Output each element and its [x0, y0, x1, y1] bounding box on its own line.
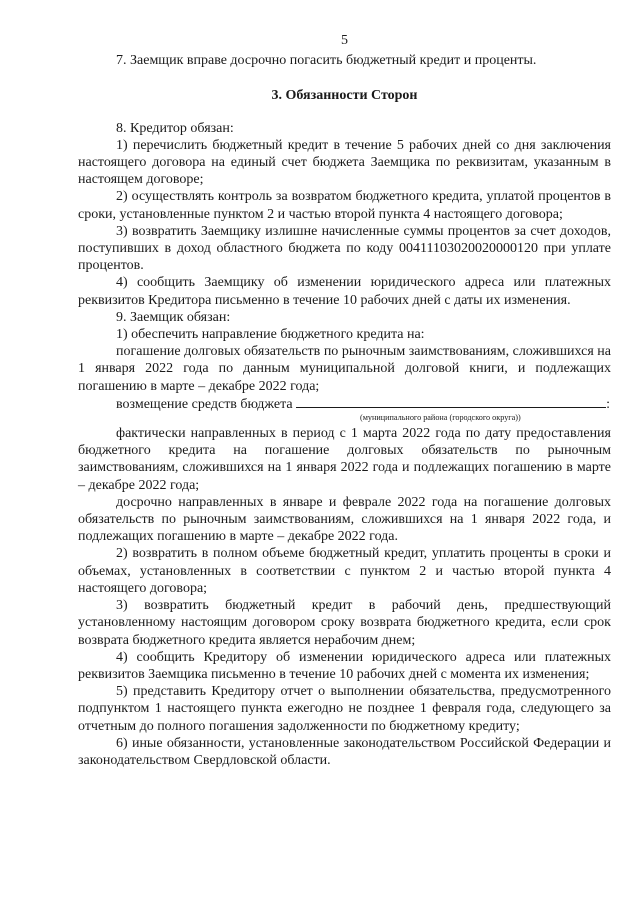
clause-8-2: 2) осуществлять контроль за возвратом бюджетного кредита, уплатой процентов в сроки, установленные пунктом 2 и частью второй пункта 4 настоящего договора; — [78, 189, 611, 222]
municipality-field-caption: (муниципального района (городского округа)) — [360, 413, 521, 423]
clause-8-3: 3) возвратить Заемщику излишне начисленные суммы процентов за счет доходов, поступивших в доход областного бюджета по коду 00411103020020000120 при уплате процентов. — [78, 223, 611, 274]
clause-9-5: 5) представить Кредитору отчет о выполнении обязательства, предусмотренного подпунктом 1 настоящего пункта ежегодно не позднее 1 февраля года, следующего за отчетным до полного погашения задолженности по бюджетному кредиту; — [78, 684, 611, 734]
clause-8-heading: 8. Кредитор обязан: — [116, 120, 234, 136]
municipality-blank-field[interactable] — [296, 395, 606, 408]
page-number: 5 — [341, 33, 348, 48]
clause-9-1: 1) обеспечить направление бюджетного кредита на: — [116, 327, 425, 343]
clause-9-3: 3) возвратить бюджетный кредит в рабочий день, предшествующий установленному настоящим договором сроку возврата бюджетного кредита, если срок возврата бюджетного кредита является нерабочим днем; — [78, 598, 611, 648]
clause-9-1-debt-repayment: погашение долговых обязательств по рыночным заимствованиям, сложившихся на 1 января 2022 года по данным муниципальной долговой книги, и подлежащих погашению в марте – декабре 2022 года; — [78, 344, 611, 394]
clause-9-1-early-directed: досрочно направленных в январе и феврале 2022 года на погашение долговых обязательств по рыночным заимствованиям, сложившихся на 1 января 2022 года, и подлежащих погашению в марте – декабре 2022 года. — [78, 494, 611, 545]
section-title: 3. Обязанности Сторон — [271, 88, 418, 104]
clause-7: 7. Заемщик вправе досрочно погасить бюджетный кредит и проценты. — [116, 53, 537, 69]
clause-9-2: 2) возвратить в полном объеме бюджетный кредит, уплатить проценты в сроки и объемах, установленных в соответствии с пунктом 2 и частью второй пункта 4 настоящего договора; — [78, 546, 611, 596]
clause-9-4: 4) сообщить Кредитору об изменении юридического адреса или платежных реквизитов Заемщика письменно в течение 10 рабочих дней с момента их изменения; — [78, 649, 611, 682]
clause-8-1: 1) перечислить бюджетный кредит в течение 5 рабочих дней со дня заключения настоящего договора на единый счет бюджета Заемщика по реквизитам, указанным в настоящем договоре; — [78, 137, 611, 188]
clause-9-1-reimbursement-line — [78, 395, 611, 413]
clause-9-6: 6) иные обязанности, установленные законодательством Российской Федерации и законодательством Свердловской области. — [78, 735, 611, 768]
reimbursement-label: возмещение средств бюджета — [116, 396, 293, 412]
clause-9-heading: 9. Заемщик обязан: — [116, 309, 231, 325]
clause-9-1-actually-directed: фактически направленных в период с 1 марта 2022 года по дату предоставления бюджетного кредита на погашение долговых обязательств по рыночным заимствованиям, сложившихся на 1 января 2022 года и подлежащих погашению в марте – декабре 2022 года; — [78, 426, 611, 493]
document-page — [78, 32, 611, 769]
clause-8-4: 4) сообщить Заемщику об изменении юридического адреса или платежных реквизитов Кредитора письменно в течение 10 рабочих дней с даты их изменения. — [78, 275, 611, 308]
reimbursement-colon: : — [606, 396, 611, 412]
